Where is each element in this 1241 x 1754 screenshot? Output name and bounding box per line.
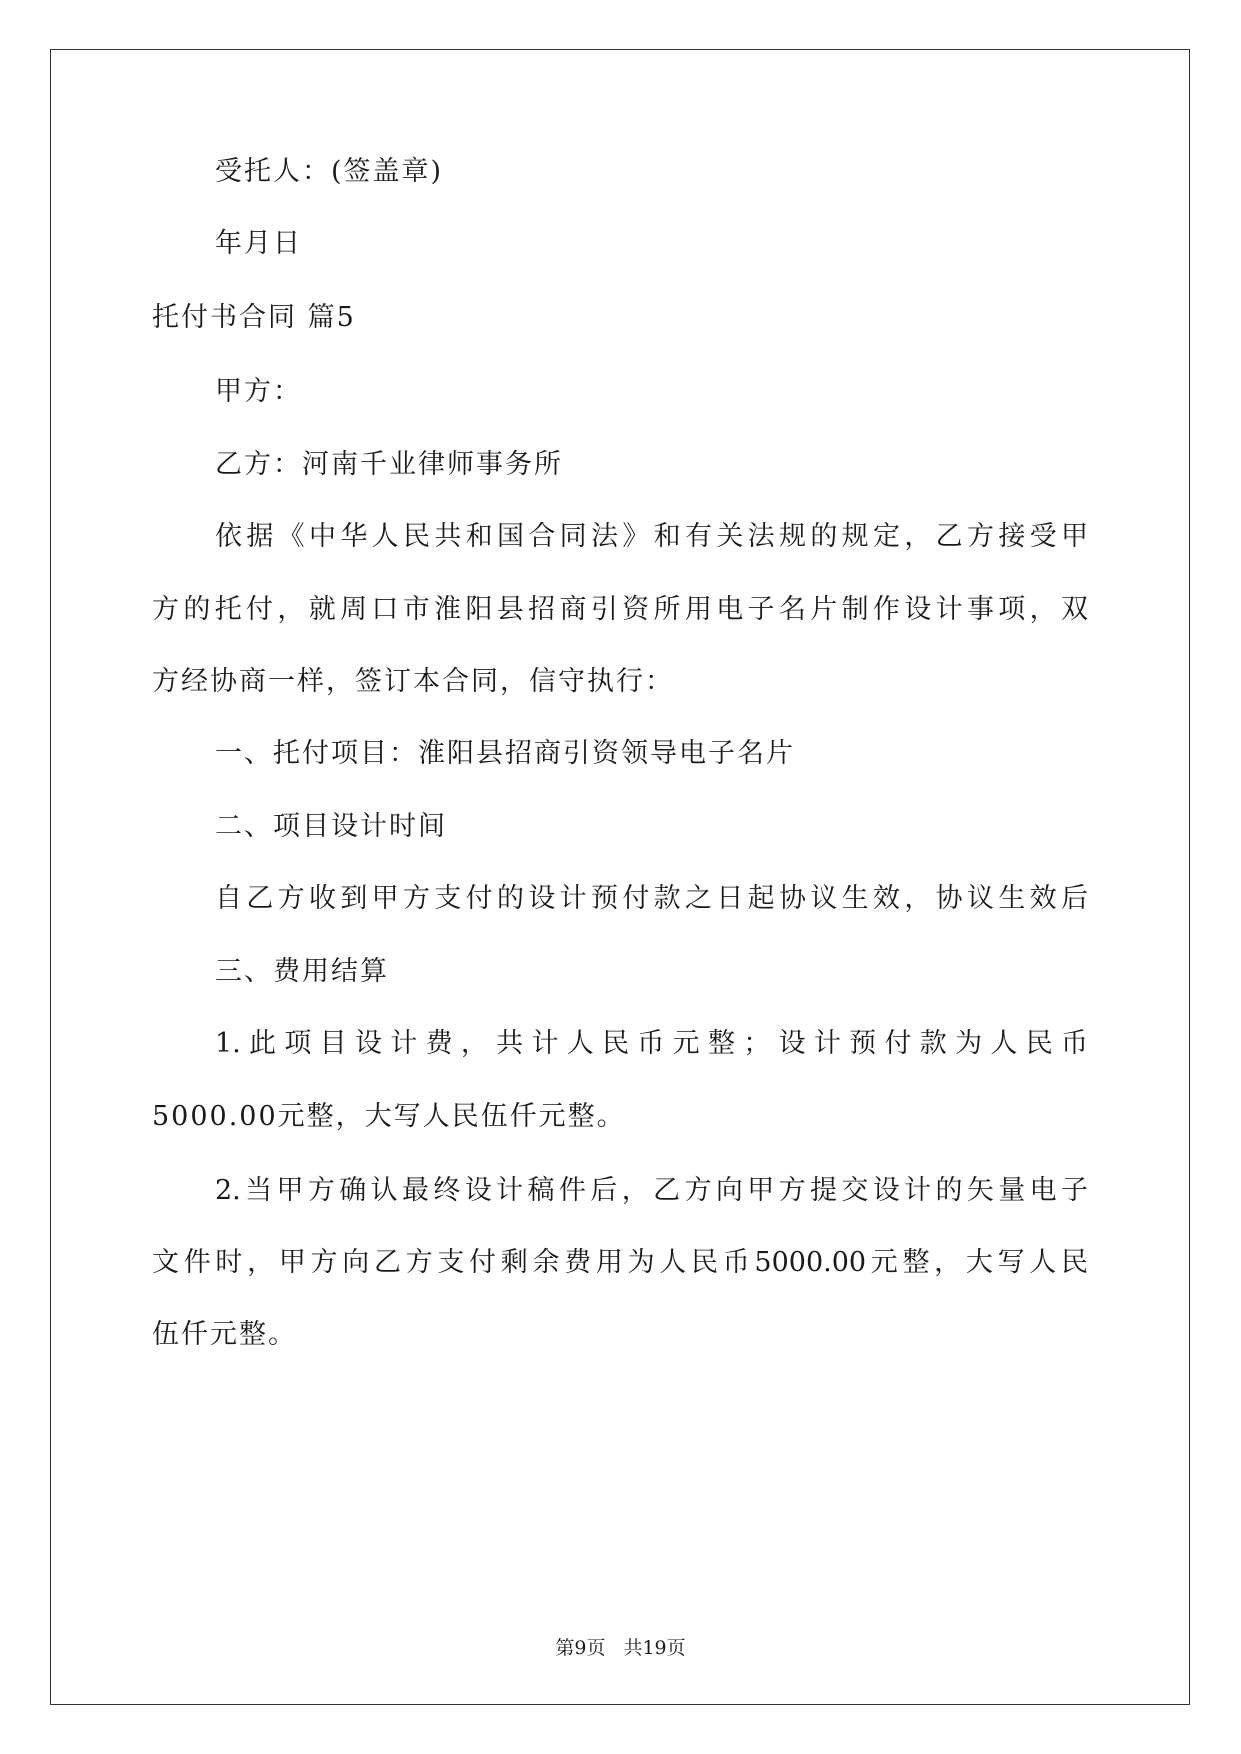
clause-3-item-2-line-2: 文件时，甲方向乙方支付剩余费用为人民币5000.00元整，大写人民 (152, 1247, 1088, 1278)
party-a-line: 甲方： (215, 376, 302, 407)
clause-3-item-2-line-1: 2.当甲方确认最终设计稿件后，乙方向甲方提交设计的矢量电子 (215, 1175, 1088, 1206)
trustee-signature-line: 受托人：(签盖章) (215, 156, 444, 187)
date-line: 年月日 (215, 228, 302, 259)
page-total: 共19页 (623, 1637, 686, 1659)
section-title: 托付书合同 篇5 (152, 302, 356, 333)
clause-3-title: 三、费用结算 (215, 956, 389, 987)
clause-3-item-1-line-2: 5000.00元整，大写人民伍仟元整。 (152, 1101, 626, 1132)
party-b-line: 乙方：河南千业律师事务所 (215, 449, 563, 480)
page-number: 第9页 (555, 1637, 606, 1659)
page-frame (50, 49, 1190, 1705)
page-footer (0, 1636, 1241, 1660)
clause-1-title: 一、托付项目：淮阳县招商引资领导电子名片 (215, 738, 795, 769)
clause-2-text: 自乙方收到甲方支付的设计预付款之日起协议生效，协议生效后 (215, 883, 1088, 914)
paragraph-intro-line-1: 依据《中华人民共和国合同法》和有关法规的规定，乙方接受甲 (215, 521, 1088, 552)
clause-2-title: 二、项目设计时间 (215, 811, 447, 842)
clause-3-item-1-line-1: 1.此项目设计费，共计人民币元整；设计预付款为人民币 (215, 1028, 1088, 1059)
paragraph-intro-line-2: 方的托付，就周口市淮阳县招商引资所用电子名片制作设计事项，双 (152, 594, 1088, 625)
paragraph-intro-line-3: 方经协商一样，签订本合同，信守执行： (152, 666, 674, 697)
clause-3-item-2-line-3: 伍仟元整。 (152, 1319, 297, 1350)
